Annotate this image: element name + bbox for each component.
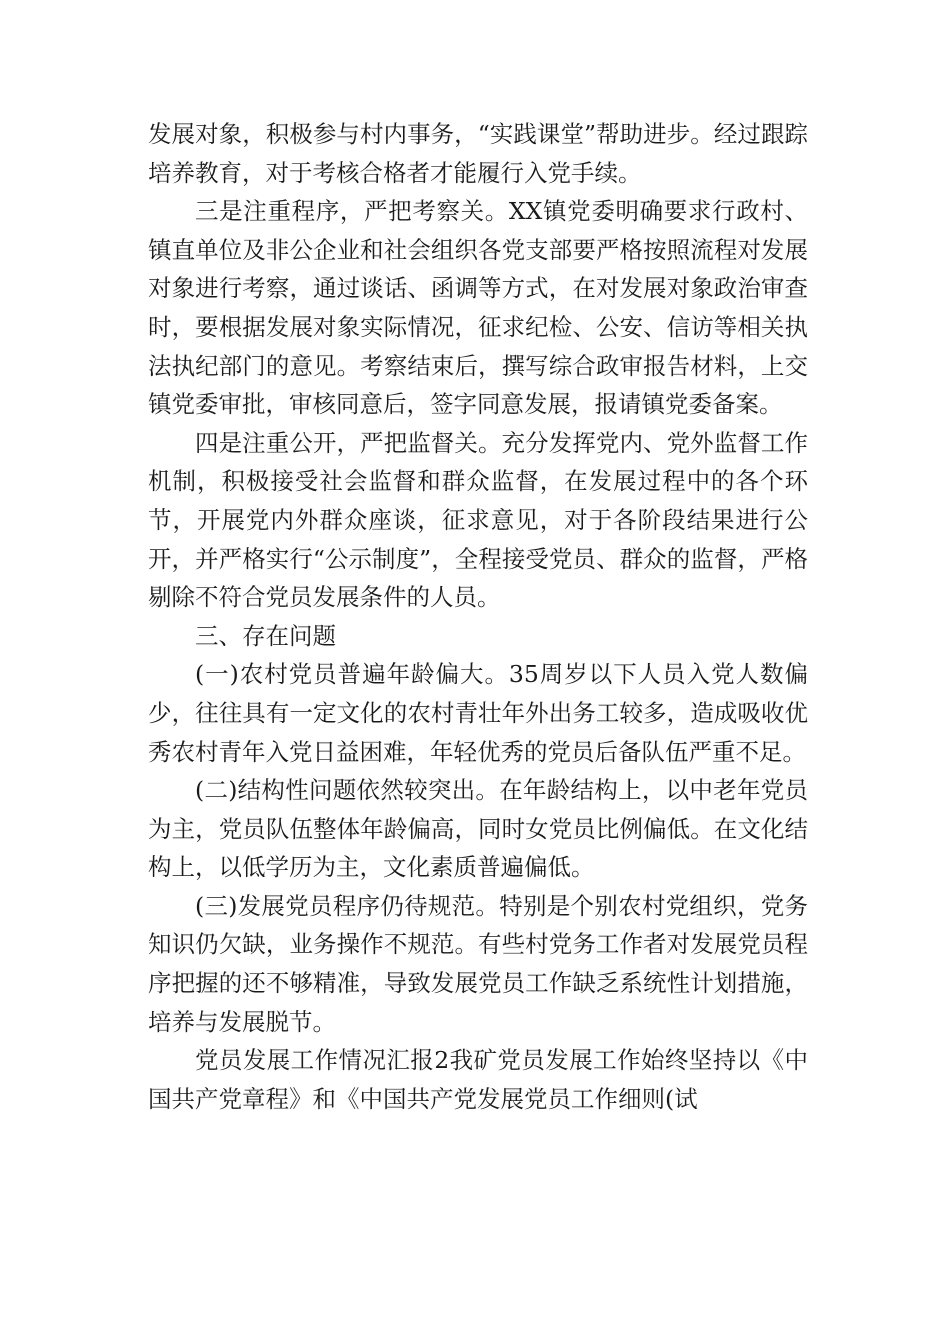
paragraph-problem-1: (一)农村党员普遍年龄偏大。35周岁以下人员入党人数偏少，往往具有一定文化的农村青壮年外出务工较多，造成吸收优秀农村青年入党日益困难，年轻优秀的党员后备队伍严重不足。 [148,660,808,766]
document-page [148,115,808,1118]
section-heading-problems: 三、存在问题 [195,621,336,650]
paragraph-problem-2: (二)结构性问题依然较突出。在年龄结构上，以中老年党员为主，党员队伍整体年龄偏高，同时女党员比例偏低。在文化结构上，以低学历为主，文化素质普遍偏低。 [148,776,808,882]
paragraph-procedure: 三是注重程序，严把考察关。XX镇党委明确要求行政村、镇直单位及非公企业和社会组织各党支部要严格按照流程对发展对象进行考察，通过谈话、函调等方式，在对发展对象政治审查时，要根据发展对象实际情况，征求纪检、公安、信访等相关执法执纪部门的意见。考察结束后，撰写综合政审报告材料，上交镇党委审批，审核同意后，签字同意发展，报请镇党委备案。 [148,197,808,419]
paragraph-report-2: 党员发展工作情况汇报2我矿党员发展工作始终坚持以《中国共产党章程》和《中国共产党发展党员工作细则(试 [148,1046,808,1113]
paragraph-openness: 四是注重公开，严把监督关。充分发挥党内、党外监督工作机制，积极接受社会监督和群众监督，在发展过程中的各个环节，开展党内外群众座谈，征求意见，对于各阶段结果进行公开，并严格实行“公示制度”，全程接受党员、群众的监督，严格剔除不符合党员发展条件的人员。 [148,428,808,612]
paragraph-continuation: 发展对象，积极参与村内事务，“实践课堂”帮助进步。经过跟踪培养教育，对于考核合格者才能履行入党手续。 [148,120,808,187]
paragraph-problem-3: (三)发展党员程序仍待规范。特别是个别农村党组织，党务知识仍欠缺，业务操作不规范。有些村党务工作者对发展党员程序把握的还不够精准，导致发展党员工作缺乏系统性计划措施，培养与发展脱节。 [148,891,808,1036]
